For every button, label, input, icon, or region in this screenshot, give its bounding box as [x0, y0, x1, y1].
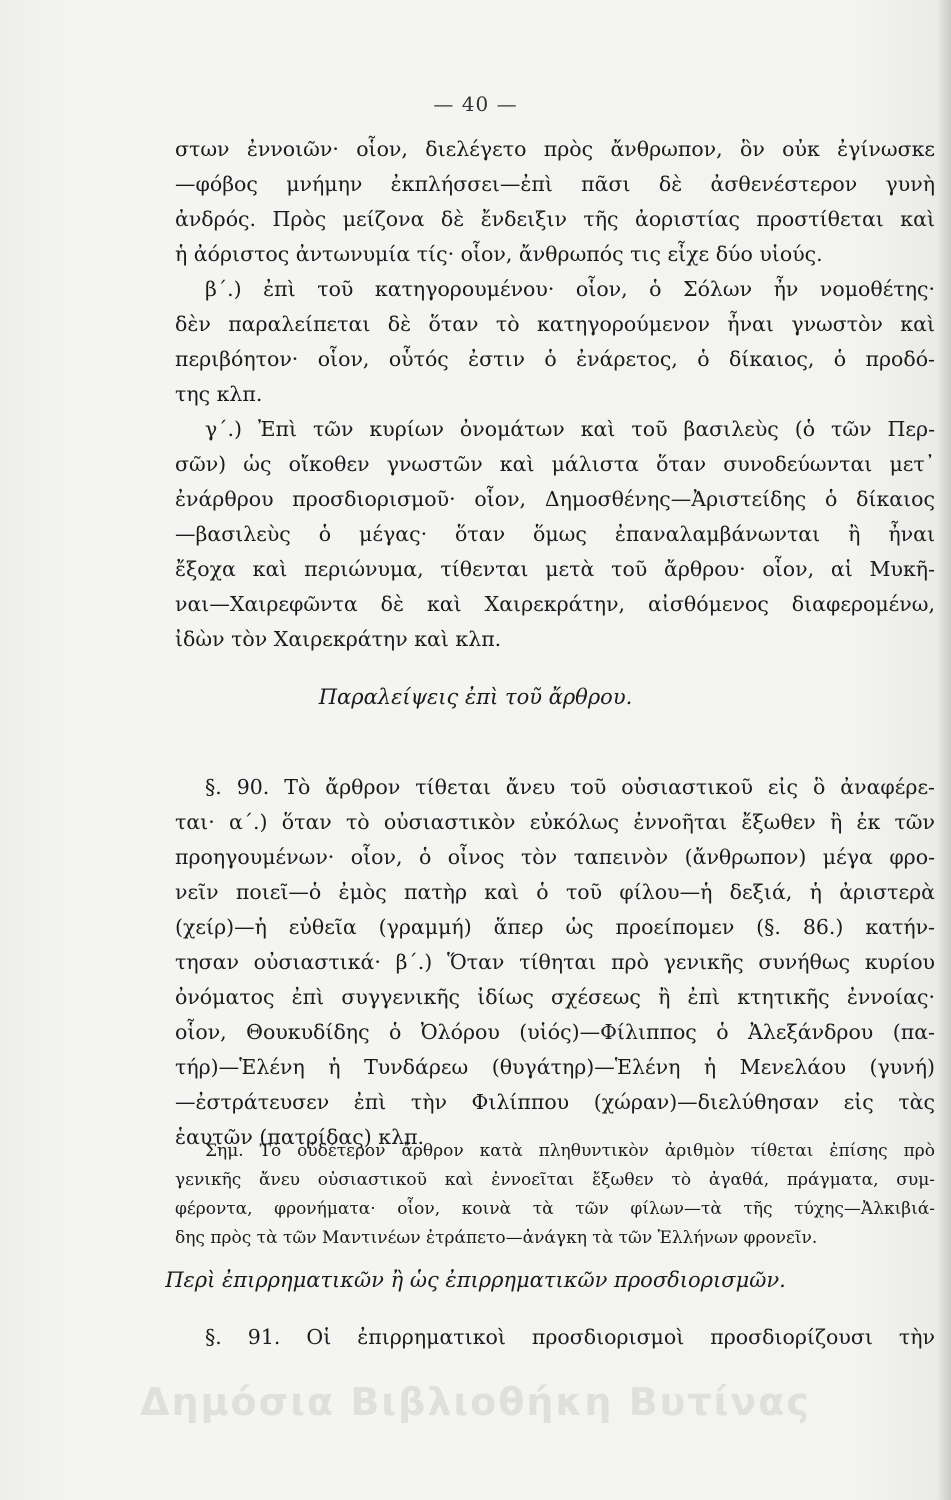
library-watermark: Δημόσια Βιβλιοθήκη Βυτίνας	[140, 1380, 811, 1424]
note-line: Σημ. Τὸ οὐδέτερον ἄρθρον κατὰ πληθυντικὸν ἀριθμὸν τίθεται ἐπίσης πρὸ	[205, 1141, 935, 1161]
text-line: —ἐστράτευσεν ἐπὶ τὴν Φιλίππου (χώραν)—διελύθησαν εἰς τὰς	[175, 1090, 935, 1114]
text-line: ἡ ἀόριστος ἀντωνυμία τίς· οἷον, ἄνθρωπός τις εἶχε δύο υἱούς.	[175, 242, 823, 266]
text-line: τήρ)—Ἑλένη ἡ Τυνδάρεω (θυγάτηρ)—Ἑλένη ἡ Μενελάου (γυνή)	[175, 1055, 935, 1079]
paragraph-article-omission	[175, 132, 935, 657]
text-line: ἐνάρθρου προσδιορισμοῦ· οἷον, Δημοσθένης—Ἀριστείδης ὁ δίκαιος	[175, 487, 935, 511]
note-line: γενικῆς ἄνευ οὐσιαστικοῦ καὶ ἐννοεῖται ἔξωθεν τὸ ἀγαθά, πράγματα, συμ-	[175, 1170, 935, 1190]
text-line: ἰδὼν τὸν Χαιρεκράτην καὶ κλπ.	[175, 627, 502, 651]
paragraph-section-91	[175, 1320, 935, 1355]
text-line: νεῖν ποιεῖ—ὁ ἐμὸς πατὴρ καὶ ὁ τοῦ φίλου—ἡ δεξιά, ἡ ἀριστερὰ	[175, 880, 935, 904]
text-line: —φόβος μνήμην ἐκπλήσσει—ἐπὶ πᾶσι δὲ ἀσθενέστερον γυνὴ	[175, 172, 935, 196]
text-line: §. 90. Τὸ ἄρθρον τίθεται ἄνευ τοῦ οὐσιαστικοῦ εἰς ὃ ἀναφέρε-	[205, 775, 935, 799]
text-line: περιβόητον· οἷον, οὗτός ἐστιν ὁ ἐνάρετος, ὁ δίκαιος, ὁ προδό-	[175, 347, 935, 371]
text-line: ὀνόματος ἐπὶ συγγενικῆς ἰδίως σχέσεως ἢ ἐπὶ κτητικῆς ἐννοίας·	[175, 985, 935, 1009]
text-line: οἷον, Θουκυδίδης ὁ Ὀλόρου (υἱός)—Φίλιππος ὁ Ἀλεξάνδρου (πα-	[175, 1020, 935, 1044]
text-line: στων ἐννοιῶν· οἷον, διελέγετο πρὸς ἄνθρωπον, ὃν οὐκ ἐγίνωσκε	[175, 137, 935, 161]
paragraph-section-90	[175, 770, 935, 1155]
text-line: τησαν οὐσιαστικά· β΄.) Ὅταν τίθηται πρὸ γενικῆς συνήθως κυρίου	[175, 950, 935, 974]
text-line: ναι—Χαιρεφῶντα δὲ καὶ Χαιρεκράτην, αἰσθόμενος διαφερομένω,	[175, 592, 935, 616]
text-line: β΄.) ἐπὶ τοῦ κατηγορουμένου· οἷον, ὁ Σόλων ἦν νομοθέτης·	[205, 277, 935, 301]
note-line: δης πρὸς τὰ τῶν Μαντινέων ἐτράπετο—ἀνάγκη τὰ τῶν Ἑλλήνων φρονεῖν.	[175, 1228, 818, 1248]
text-line: —βασιλεὺς ὁ μέγας· ὅταν ὅμως ἐπαναλαμβάνωνται ἢ ἦναι	[175, 522, 935, 546]
note-line: φέροντα, φρονήματα· οἷον, κοινὰ τὰ τῶν φίλων—τὰ τῆς τύχης—Ἀλκιβιά-	[175, 1199, 935, 1219]
text-line: σῶν) ὡς οἴκοθεν γνωστῶν καὶ μάλιστα ὅταν συνοδεύωνται μετ᾽	[175, 452, 935, 476]
text-line: (χείρ)—ἡ εὐθεῖα (γραμμή) ἅπερ ὡς προείπομεν (§. 86.) κατήν-	[175, 915, 935, 939]
text-line: ἔξοχα καὶ περιώνυμα, τίθενται μετὰ τοῦ ἄρθρου· οἷον, αἱ Μυκῆ-	[175, 557, 935, 581]
text-line: της κλπ.	[175, 382, 263, 406]
text-line: προηγουμένων· οἷον, ὁ οἶνος τὸν ταπεινὸν (ἄνθρωπον) μέγα φρο-	[175, 845, 935, 869]
footnote-remark	[175, 1137, 935, 1253]
text-line: §. 91. Οἱ ἐπιρρηματικοὶ προσδιορισμοὶ προσδιορίζουσι τὴν	[205, 1325, 935, 1349]
text-line: δὲν παραλείπεται δὲ ὅταν τὸ κατηγορούμενον ἦναι γνωστὸν καὶ	[175, 312, 935, 336]
text-line: ἀνδρός. Πρὸς μείζονα δὲ ἔνδειξιν τῆς ἀοριστίας προστίθεται καὶ	[175, 207, 935, 231]
text-line: ἑαυτῶν (πατρίδας) κλπ.	[175, 1125, 425, 1149]
section-heading-omissions: Παραλείψεις ἐπὶ τοῦ ἄρθρου.	[318, 685, 633, 709]
text-line: ται· α΄.) ὅταν τὸ οὐσιαστικὸν εὐκόλως ἐννοῆται ἔξωθεν ἢ ἐκ τῶν	[175, 810, 935, 834]
section-heading-adverbial: Περὶ ἐπιρρηματικῶν ἢ ὡς ἐπιρρηματικῶν προσδιορισμῶν.	[165, 1268, 786, 1292]
text-line: γ΄.) Ἐπὶ τῶν κυρίων ὀνομάτων καὶ τοῦ βασιλεὺς (ὁ τῶν Περ-	[205, 417, 935, 441]
page-number: — 40 —	[433, 92, 518, 116]
